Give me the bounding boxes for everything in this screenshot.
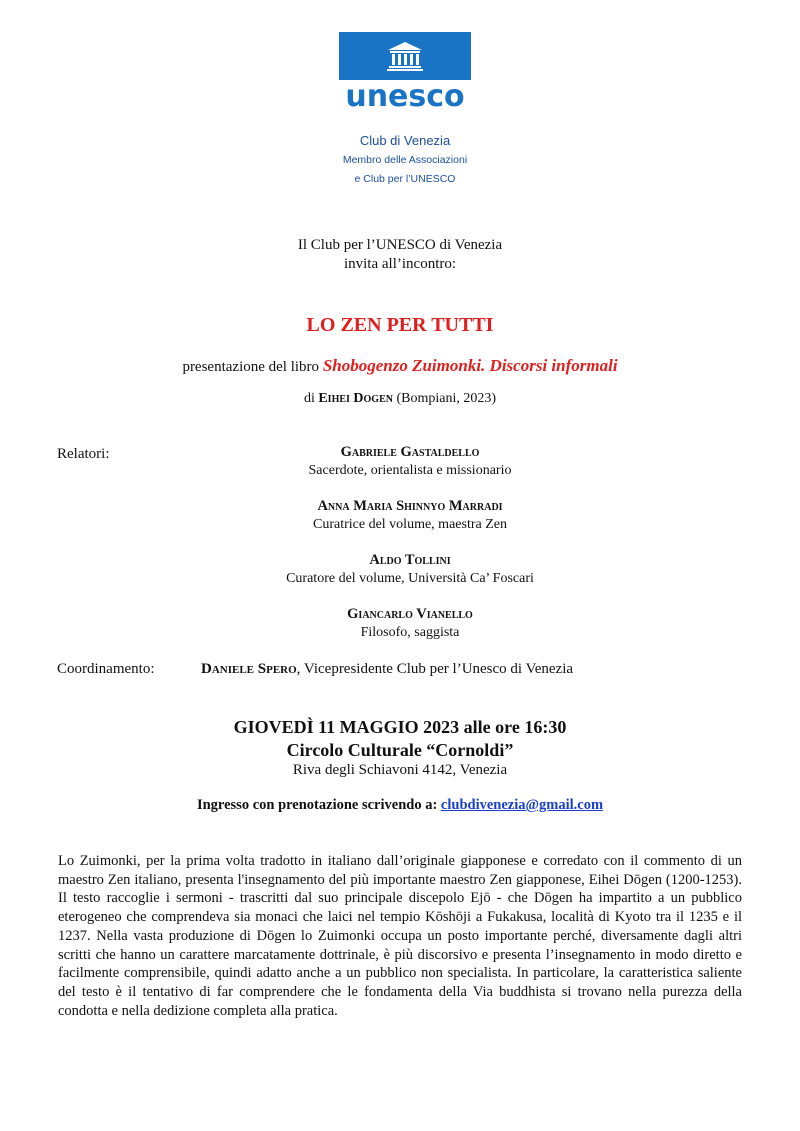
speaker-name: Anna Maria Shinnyo Marradi xyxy=(317,498,503,514)
coordination-label: Coordinamento: xyxy=(57,661,155,677)
event-venue: Circolo Culturale “Cornoldi” xyxy=(286,740,514,760)
coordinator-role: , Vicepresidente Club per l’Unesco di Venezia xyxy=(296,661,574,677)
booking-email-link[interactable]: clubdivenezia@gmail.com xyxy=(440,797,604,813)
unesco-wordmark: unesco xyxy=(339,80,471,114)
author-prefix: di xyxy=(303,391,319,406)
author-name: Eihei Dogen xyxy=(318,391,393,406)
speaker-name: Gabriele Gastaldello xyxy=(340,444,480,460)
presentation-prefix: presentazione del libro xyxy=(182,359,323,375)
author-suffix: (Bompiani, 2023) xyxy=(392,391,497,406)
description-paragraph: Lo Zuimonki, per la prima volta tradotto in italiano dall’originale giapponese e corredato con il commento di un maestro Zen italiano, presenta l'insegnamento del più importante maestro Zen giapponese, Eihei Dōgen (1200-1253). Il testo raccoglie i sermoni - trascritti dal suo principale discepolo Ejō - che Dōgen ha impartito a un pubblico eterogeneo che comprendeva sia monaci che laici nel tempio Kōshōji a Fukakusa, località di Kyoto tra il 1235 e il 1237. Nella vasta produzione di Dōgen lo Zuimonki occupa un posto importante perché, diversamente dagli altri scritti che hanno un carattere marcatamente dottrinale, è più discorsivo e presenta l’insegnamento in modo diretto e facilmente comprensibile, quindi adatto anche a un pubblico non specialista. In particolare, la caratteristica saliente del testo è il tentativo di far comprendere che le fondamenta della Via buddhista si trovano nella purezza della condotta e nella dedizione completa alla pratica. xyxy=(58,853,742,1019)
invite-line1: Il Club per l’UNESCO di Venezia xyxy=(297,237,503,253)
speaker-block xyxy=(240,606,580,641)
event-title: LO ZEN PER TUTTI xyxy=(306,314,494,336)
book-title: Shobogenzo Zuimonki. Discorsi informali xyxy=(322,356,618,375)
speaker-name: Giancarlo Vianello xyxy=(347,606,473,622)
speaker-role: Curatore del volume, Università Ca’ Foscari xyxy=(286,571,534,586)
speaker-role: Curatrice del volume, maestra Zen xyxy=(313,517,507,532)
speaker-name: Aldo Tollini xyxy=(369,552,451,568)
unesco-logo xyxy=(339,32,471,114)
booking-prefix: Ingresso con prenotazione scrivendo a: xyxy=(196,797,441,813)
speaker-block xyxy=(240,444,580,479)
coordination-text xyxy=(201,661,573,678)
speaker-role: Sacerdote, orientalista e missionario xyxy=(308,463,512,478)
coordinator-name: Daniele Spero xyxy=(201,661,297,677)
club-membership-line2: e Club per l’UNESCO xyxy=(354,173,456,185)
event-date: GIOVEDÌ 11 MAGGIO 2023 alle ore 16:30 xyxy=(233,717,567,737)
event-address: Riva degli Schiavoni 4142, Venezia xyxy=(292,762,508,778)
speaker-role: Filosofo, saggista xyxy=(360,625,460,640)
speaker-block xyxy=(240,498,580,533)
club-membership-line1: Membro delle Associazioni xyxy=(342,154,468,166)
book-author xyxy=(0,391,800,407)
club-name: Club di Venezia xyxy=(359,133,451,148)
speaker-block xyxy=(240,552,580,587)
invite-line2: invita all’incontro: xyxy=(343,256,457,272)
temple-icon xyxy=(387,41,423,71)
book-presentation xyxy=(0,356,800,376)
speakers-label: Relatori: xyxy=(57,446,110,462)
logo-blue-band xyxy=(339,32,471,80)
booking-info xyxy=(0,797,800,814)
